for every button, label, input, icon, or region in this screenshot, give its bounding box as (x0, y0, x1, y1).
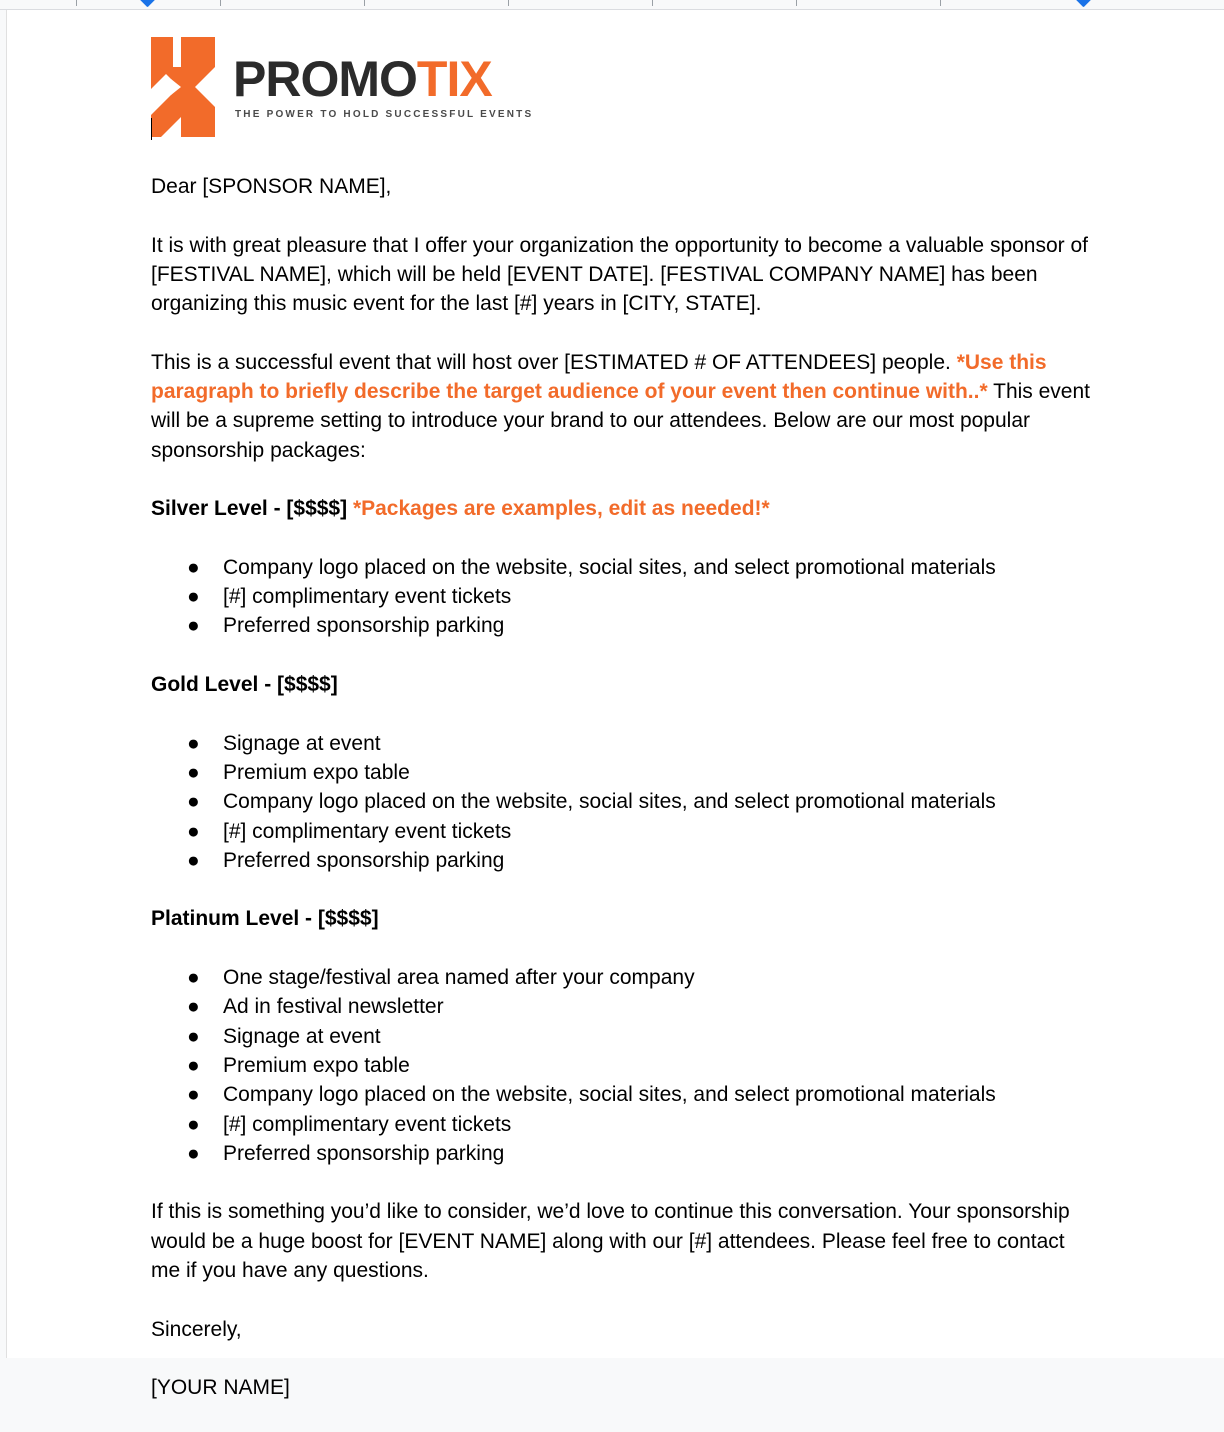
brand-name-dark: PROMO (233, 51, 417, 107)
closing-paragraph: If this is something you’d like to consider, we’d love to continue this conversation. Your sponsorship would be a huge boost for [EVENT NAME] along with our [#] attendees. Please feel free to contact me if you have any questions. (151, 1200, 1070, 1282)
bullet-icon: ● (187, 585, 200, 609)
letter-body[interactable] (151, 172, 1091, 1432)
promotix-logo (151, 37, 541, 137)
brand-wordmark (233, 51, 492, 107)
list-item (151, 729, 1091, 758)
package-benefits-list (151, 553, 1091, 641)
bullet-icon: ● (187, 1024, 200, 1048)
intro-paragraph: It is with great pleasure that I offer your organization the opportunity to become a valuable sponsor of [FESTIVAL NAME], which will be held [EVENT DATE]. [FESTIVAL COMPANY NAME] has been organizing this music event for the last [#] years in [CITY, STATE]. (151, 233, 1089, 316)
list-item-text: One stage/festival area named after your company (223, 966, 695, 990)
audience-paragraph (151, 348, 1091, 465)
list-item (151, 1051, 1091, 1080)
list-item (151, 992, 1091, 1021)
package-benefits-list (151, 963, 1091, 1168)
list-item (151, 817, 1091, 846)
list-item (151, 963, 1091, 992)
ruler-tick (796, 0, 797, 6)
package-heading (151, 670, 1091, 699)
list-item (151, 1110, 1091, 1139)
list-item-text: [#] complimentary event tickets (223, 585, 512, 609)
right-indent-marker[interactable] (1076, 0, 1092, 7)
bullet-icon: ● (187, 790, 200, 814)
promotix-logo-mark-icon (151, 37, 215, 137)
ruler-tick (940, 0, 941, 6)
package-title: Gold Level - [$$$$] (151, 673, 338, 697)
audience-lead: This is a successful event that will host over [ESTIMATED # OF ATTENDEES] people. (151, 350, 951, 374)
ruler-tick (364, 0, 365, 6)
bullet-icon: ● (187, 848, 200, 872)
list-item-text: Company logo placed on the website, social sites, and select promotional materials (223, 1083, 996, 1107)
ruler-tick (652, 0, 653, 6)
ruler-tick (76, 0, 77, 6)
package-heading (151, 904, 1091, 933)
list-item-text: Ad in festival newsletter (223, 995, 444, 1019)
ruler-tick (220, 0, 221, 6)
list-item-text: Company logo placed on the website, social sites, and select promotional materials (223, 790, 996, 814)
list-item-text: Premium expo table (223, 1053, 410, 1077)
list-item (151, 1139, 1091, 1168)
package-title: Platinum Level - [$$$$] (151, 907, 379, 931)
package-benefits-list (151, 729, 1091, 875)
list-item (151, 846, 1091, 875)
bullet-icon: ● (187, 760, 200, 784)
list-item (151, 1080, 1091, 1109)
list-item-text: Preferred sponsorship parking (223, 1141, 505, 1165)
brand-name-accent: TIX (416, 51, 492, 107)
package-title: Silver Level - [$$$$] (151, 497, 348, 521)
list-item-text: Premium expo table (223, 760, 410, 784)
bullet-icon: ● (187, 1141, 200, 1165)
list-item-text: [#] complimentary event tickets (223, 1112, 512, 1136)
brand-tagline: THE POWER TO HOLD SUCCESSFUL EVENTS (235, 109, 534, 120)
package-instruction-note: *Packages are examples, edit as needed!* (352, 497, 770, 521)
audience-instruction-note: *Use this paragraph to briefly describe the target audience of your event then continue with..* (151, 350, 1047, 404)
list-item (151, 758, 1091, 787)
bullet-icon: ● (187, 1112, 200, 1136)
list-item (151, 611, 1091, 640)
sponsorship-packages (151, 494, 1091, 1168)
bullet-icon: ● (187, 1053, 200, 1077)
bullet-icon: ● (187, 614, 200, 638)
list-item (151, 582, 1091, 611)
package-heading (151, 494, 1091, 523)
list-item-text: Preferred sponsorship parking (223, 614, 505, 638)
list-item (151, 787, 1091, 816)
list-item-text: [#] complimentary event tickets (223, 819, 512, 843)
bullet-icon: ● (187, 995, 200, 1019)
audience-tail: This event will be a supreme setting to introduce your brand to our attendees. Below are our most popular sponsorship packages: (151, 380, 1091, 462)
greeting: Dear [SPONSOR NAME], (151, 175, 392, 198)
text-cursor (151, 118, 152, 140)
ruler-tick (508, 0, 509, 6)
signature: [YOUR NAME] (151, 1376, 290, 1400)
bullet-icon: ● (187, 555, 200, 579)
bullet-icon: ● (187, 966, 200, 990)
document-page[interactable] (6, 10, 1224, 1400)
bullet-icon: ● (187, 731, 200, 755)
horizontal-ruler[interactable] (0, 0, 1224, 10)
left-indent-marker[interactable] (140, 0, 156, 7)
bullet-icon: ● (187, 1083, 200, 1107)
list-item (151, 1022, 1091, 1051)
signoff: Sincerely, (151, 1317, 242, 1341)
list-item-text: Company logo placed on the website, social sites, and select promotional materials (223, 555, 996, 579)
list-item (151, 553, 1091, 582)
bullet-icon: ● (187, 819, 200, 843)
list-item-text: Signage at event (223, 731, 381, 755)
list-item-text: Preferred sponsorship parking (223, 848, 505, 872)
list-item-text: Signage at event (223, 1024, 381, 1048)
